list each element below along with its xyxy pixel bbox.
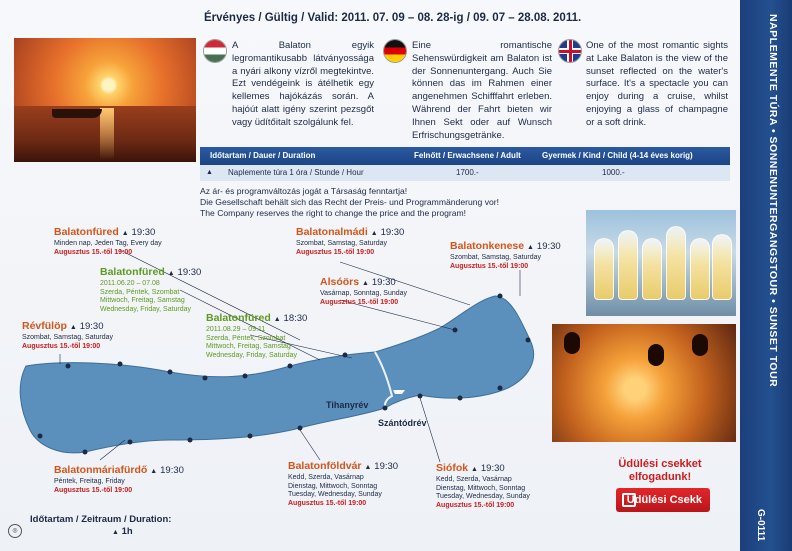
route-days: Szombat, Samstag, Saturday	[296, 240, 388, 247]
leader-siofok	[420, 398, 440, 462]
sidebar-title: NAPLEMENTE TÚRA • SONNENUNTERGANGSTOUR • SUNSET TOUR	[767, 14, 779, 388]
route-balatonfured-1	[54, 226, 162, 257]
route-balatonfured-2	[100, 266, 201, 314]
route-name: Balatonfüred	[100, 266, 165, 278]
route-note: Augusztus 15.-től 19:00	[54, 248, 133, 256]
header-duration: Időtartam / Dauer / Duration	[210, 151, 316, 160]
route-note: Augusztus 15.-től 19:00	[450, 262, 529, 270]
duration-block	[30, 514, 171, 539]
route-note: Augusztus 15.-től 19:00	[288, 499, 367, 507]
route-days: Szombat, Samstag, Saturday	[450, 254, 542, 261]
triangle-marker-icon: ▲	[471, 466, 478, 473]
page-logo-icon: ◎	[8, 524, 22, 538]
town-szantodrev: Szántódrév	[378, 418, 427, 428]
route-name: Balatonalmádi	[296, 226, 368, 238]
description-german: Eine romantische Sehenswürdigkeit am Balaton ist der Sonnenuntergang. Auch Sie können das im Rahmen einer angenehmen Schifffahrt erleben. Während der Fahrt bieten wir Ihnen Sekt oder auf Wunsch Erfrischungsgetränke.	[412, 40, 552, 141]
route-note: Augusztus 15.-től 19:00	[54, 486, 133, 494]
cell-adult-price: 1700.-	[456, 168, 479, 177]
triangle-marker-icon: ▲	[69, 324, 77, 331]
route-time: 19:30	[79, 321, 104, 332]
champagne-glasses-photo	[586, 210, 736, 316]
route-balatonmariafurdo	[54, 464, 184, 495]
route-time: 19:30	[374, 461, 399, 472]
route-days-de: Dienstag, Mittwoch, Sonntag	[436, 484, 526, 492]
route-days-en: Wednesday, Friday, Saturday	[100, 305, 192, 313]
route-name: Balatonföldvár	[288, 460, 362, 472]
route-days: Minden nap, Jeden Tag, Every day	[54, 240, 162, 247]
cell-child-price: 1000.-	[602, 168, 625, 177]
route-note: Augusztus 15.-től 19:00	[436, 501, 515, 509]
route-name: Balatonmáriafürdő	[54, 464, 148, 476]
route-days-hu: Kedd, Szerda, Vasárnap	[436, 476, 512, 483]
voucher-accepted-text: Üdülési csekket elfogadunk!	[618, 458, 702, 483]
triangle-marker-icon: ▲	[121, 230, 129, 237]
description-hungarian: A Balaton egyik legromantikusabb látványossága a nyári alkony vízről megtekintve. Ezt vendégeink is átélhetik egy kellemes hajókázás során. A hajóút alatt igény szerint pezsgőt vagy üdítőitalt szolgálunk fel.	[232, 40, 374, 128]
route-revfulop	[22, 320, 113, 351]
route-note: Augusztus 15.-től 19:00	[22, 342, 101, 350]
route-time: 19:30	[160, 465, 184, 476]
route-name: Révfülöp	[22, 320, 67, 332]
route-name: Balatonkenese	[450, 240, 525, 252]
triangle-marker-icon: ▲	[370, 230, 378, 237]
disclaimer-de: Die Gesellschaft behält sich das Recht der Preis- und Programmänderung vor!	[200, 196, 500, 207]
voucher-badge-label: Üdülési Csekk	[626, 494, 702, 506]
voucher-badge	[616, 488, 710, 512]
triangle-marker-icon: ▲	[150, 468, 158, 475]
route-days-de: Mittwoch, Freitag, Samstag	[206, 343, 291, 351]
route-time: 19:30	[380, 227, 405, 238]
evening-dinner-photo	[552, 324, 736, 442]
route-balatonkenese	[450, 240, 561, 271]
route-balatonfoldvar	[288, 460, 398, 508]
town-tihanyrev: Tihanyrév	[326, 400, 369, 410]
route-time: 19:30	[536, 241, 561, 252]
route-days-en: Tuesday, Wednesday, Sunday	[436, 493, 530, 501]
route-name: Balatonfüred	[54, 226, 119, 238]
route-days-de: Dienstag, Mittwoch, Sonntag	[288, 482, 378, 490]
route-name: Alsóörs	[320, 276, 360, 288]
route-period: 2011.08.29 – 09.11	[206, 326, 266, 333]
triangle-marker-icon: ▲	[362, 280, 369, 287]
route-time: 19:30	[131, 227, 156, 238]
route-days-hu: Szerda, Péntek, Szombat	[206, 334, 286, 342]
header-adult: Felnőtt / Erwachsene / Adult	[414, 151, 521, 160]
page-code: G-0111	[755, 508, 766, 541]
cell-tour: Naplemente túra 1 óra / Stunde / Hour	[228, 168, 364, 177]
route-time: 19:30	[177, 267, 202, 278]
route-balatonalmadi	[296, 226, 404, 257]
route-time: 19:30	[480, 463, 505, 474]
description-english: One of the most romantic sights at Lake Balaton is the view of the sunset reflected on the water's surface. It's a spectacle you can enjoy during a cruise, whilst enjoying a glass of champagne or a soft drink.	[586, 40, 728, 128]
route-balatonfured-3	[206, 312, 307, 360]
route-days: Vasárnap, Sonntag, Sunday	[320, 290, 408, 297]
triangle-marker-icon: ▲	[527, 244, 534, 251]
route-name: Balatonfüred	[206, 312, 271, 324]
triangle-marker-icon: ▲	[167, 270, 175, 277]
route-days-hu: Kedd, Szerda, Vasárnap	[288, 474, 364, 481]
header-child: Gyermek / Kind / Child (4-14 éves korig)	[542, 151, 693, 160]
duration-value: 1h	[121, 526, 133, 537]
triangle-marker-icon: ▲	[112, 529, 119, 536]
disclaimer-hu: Az ár- és programváltozás jogát a Társaság fenntartja!	[200, 186, 408, 196]
route-days-en: Wednesday, Friday, Saturday	[206, 351, 298, 359]
route-days: Péntek, Freitag, Friday	[54, 478, 125, 485]
route-alsoors	[320, 276, 407, 307]
route-time: 18:30	[283, 313, 308, 324]
route-days-hu: Szerda, Péntek, Szombat	[100, 288, 180, 296]
route-siofok	[436, 462, 530, 510]
disclaimer-en: The Company reserves the right to change the price and the program!	[200, 207, 467, 218]
voucher-icon	[622, 493, 636, 507]
route-time: 19:30	[371, 277, 396, 288]
validity-dates: Érvényes / Gültig / Valid: 2011. 07. 09 – 08. 28-ig / 09. 07 – 28.08. 2011.	[204, 12, 582, 24]
route-period: 2011.06.20 – 07.08	[100, 280, 160, 287]
triangle-marker-icon: ▲	[206, 169, 213, 176]
route-days: Szombat, Samstag, Saturday	[22, 334, 114, 341]
route-name: Siófok	[436, 462, 469, 474]
triangle-marker-icon: ▲	[273, 316, 281, 323]
route-days-en: Tuesday, Wednesday, Sunday	[288, 491, 382, 499]
leader-balatonfoldvar	[300, 430, 320, 460]
route-note: Augusztus 15.-től 19:00	[296, 248, 375, 256]
triangle-marker-icon: ▲	[364, 464, 372, 471]
duration-label: Időtartam / Zeitraum / Duration:	[30, 514, 172, 525]
route-note: Augusztus 15.-től 19:00	[320, 298, 399, 306]
route-days-de: Mittwoch, Freitag, Samstag	[100, 297, 185, 305]
